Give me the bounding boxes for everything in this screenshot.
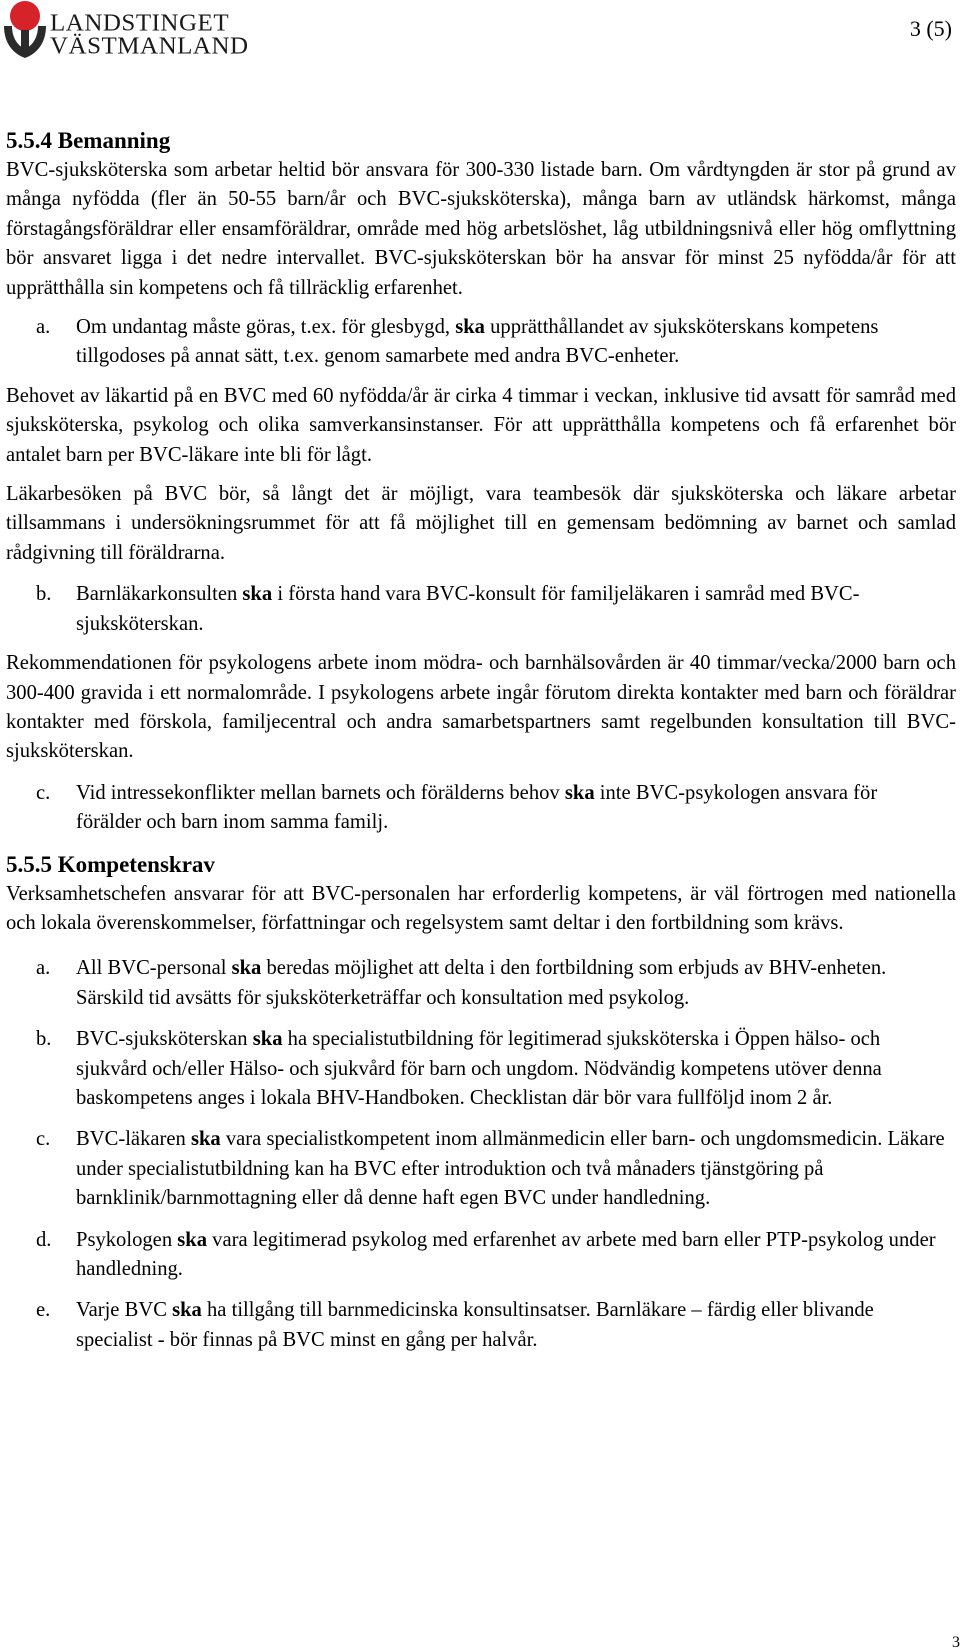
list-item-text-part: i första hand vara BVC-konsult för familjeläkaren i samråd med BVC-sjuksköterskan. xyxy=(76,583,860,635)
list-item-text xyxy=(76,1125,956,1213)
list-item xyxy=(6,1226,956,1285)
paragraph: BVC-sjuksköterska som arbetar heltid bör ansvara för 300-330 listade barn. Om vårdtyngden är stor på grund av många nyfödda (fler än 50-55 barn/år och BVC-sjuksköterska), många barn av utländsk härkomst, många förstagångsföräldrar eller ensamföräldrar, område med hög arbetslöshet, låg utbildningsnivå eller hög omflyttning bör ansvaret ligga i det nedre intervallet. BVC-sjuksköterskan bör ha ansvar för minst 25 nyfödda/år för att upprätthålla sin kompetens och få tillräcklig erfarenhet. xyxy=(6,159,956,299)
list-item-text-part: vara legitimerad psykolog med erfarenhet av arbete med barn eller PTP-psykolog under handledning. xyxy=(76,1228,936,1280)
list-item-text xyxy=(76,313,956,372)
list-item-text-part: BVC-sjuksköterskan xyxy=(76,1028,253,1051)
logo-text-line2: VÄSTMANLAND xyxy=(50,33,249,60)
list-item-text-part: Vid intressekonflikter mellan barnets och förälderns behov xyxy=(76,781,565,804)
list-item xyxy=(6,1125,956,1213)
list-marker: b. xyxy=(36,583,52,606)
list-item-text-part: beredas möjlighet att delta i den fortbildning som erbjuds av BHV-enheten. Särskild tid avsätts för sjuksköterketräffar och konsultation med psykolog. xyxy=(76,957,887,1009)
list-item xyxy=(6,313,956,372)
list-item xyxy=(6,954,956,1013)
list-item-text-part: Barnläkarkonsulten xyxy=(76,583,243,606)
list-item-text-part: vara specialistkompetent inom allmänmedicin eller barn- och ungdomsmedicin. Läkare under specialistutbildning kan ha BVC efter introduktion och två månaders tjänstgöring på barnklinik/barnmottagning eller då denne haft egen BVC under handledning. xyxy=(76,1128,945,1210)
list-item-text xyxy=(76,1296,956,1355)
list-item xyxy=(6,779,956,838)
emphasis-ska: ska xyxy=(564,781,595,804)
paragraph: Behovet av läkartid på en BVC med 60 nyfödda/år är cirka 4 timmar i veckan, inklusive tid avsatt för samråd med sjuksköterska, psykolog och olika samverkansinstanser. För att upprätthålla kompetens och få erfarenhet bör antalet barn per BVC-läkare inte bli för lågt. xyxy=(6,384,956,466)
paragraph: Verksamhetschefen ansvarar för att BVC-personalen har erforderlig kompetens, är väl förtrogen med nationella och lokala överenskommelser, författningar och regelsystem samt deltar i den fortbildning som krävs. xyxy=(6,882,956,934)
footer-page-number: 3 xyxy=(952,1634,960,1651)
list-marker: c. xyxy=(36,1128,51,1151)
list-item xyxy=(6,1025,956,1113)
emphasis-ska: ska xyxy=(177,1228,208,1251)
emphasis-ska: ska xyxy=(252,1028,283,1051)
list-item-text-part: BVC-läkaren xyxy=(76,1128,191,1151)
list-item-text-part: Varje BVC xyxy=(76,1299,173,1322)
list-item-text-part: All BVC-personal xyxy=(76,957,232,980)
list-item-text-part: ha tillgång till barnmedicinska konsultinsatser. Barnläkare – färdig eller blivande specialist - bör finnas på BVC minst en gång per halvår. xyxy=(76,1299,874,1351)
list-marker: a. xyxy=(36,957,51,980)
section-heading-bemanning: 5.5.4 Bemanning xyxy=(6,128,171,153)
list-item-text-part: inte BVC-psykologen ansvara för förälder och barn inom samma familj. xyxy=(76,781,878,834)
emphasis-ska: ska xyxy=(455,316,485,339)
list-item-text-part: Om undantag måste göras, t.ex. för glesbygd, xyxy=(76,316,456,339)
list-item-text-part: upprätthållandet av sjuksköterskans kompetens tillgodoses på annat sätt, t.ex. genom samarbete med andra BVC-enheter. xyxy=(76,316,879,368)
document-body xyxy=(6,126,956,1355)
emphasis-ska: ska xyxy=(242,583,273,606)
paragraph: Rekommendationen för psykologens arbete inom mödra- och barnhälsovården är 40 timmar/vecka/2000 barn och 300-400 gravida i ett normalområde. I psykologens arbete ingår förutom direkta kontakter med barn och föräldrar kontakter med förskola, familjecentral och andra samarbetspartners samt regelbunden konsultation till BVC-sjuksköterskan. xyxy=(6,652,956,763)
logo-emblem-icon xyxy=(0,0,52,60)
list-item-text xyxy=(76,1025,956,1113)
page-indicator: 3 (5) xyxy=(909,16,952,41)
list-marker: b. xyxy=(36,1028,52,1051)
logo-text-line1: LANDSTINGET xyxy=(50,10,230,37)
landstinget-logo xyxy=(0,0,249,62)
list-item xyxy=(6,1296,956,1355)
list-item-text xyxy=(76,580,956,639)
list-item xyxy=(6,580,956,639)
list-item-text-part: Psykologen xyxy=(76,1228,178,1251)
list-marker: d. xyxy=(36,1228,52,1251)
list-marker: e. xyxy=(36,1299,51,1322)
list-item-text xyxy=(76,1226,956,1285)
paragraph: Läkarbesöken på BVC bör, så långt det är möjligt, vara teambesök där sjuksköterska och läkare arbetar tillsammans i undersökningsrummet för att få möjlighet till en gemensam bedömning av barnet och samlad rådgivning till föräldrarna. xyxy=(6,483,956,564)
list-item-text xyxy=(76,954,956,1013)
section-heading-kompetenskrav: 5.5.5 Kompetenskrav xyxy=(6,851,215,877)
emphasis-ska: ska xyxy=(231,957,262,980)
list-item-text xyxy=(76,779,956,838)
list-item-text-part: ha specialistutbildning för legitimerad sjuksköterska i Öppen hälso- och sjukvård och/eller Hälso- och sjukvård för barn och ungdom. Nödvändig kompetens utöver denna baskompetens anges i lokala BHV-Handboken. Checklistan där bör vara fullföljd inom 2 år. xyxy=(76,1028,882,1109)
list-marker: c. xyxy=(36,781,51,804)
list-marker: a. xyxy=(36,316,51,339)
emphasis-ska: ska xyxy=(172,1299,202,1322)
emphasis-ska: ska xyxy=(190,1128,221,1151)
